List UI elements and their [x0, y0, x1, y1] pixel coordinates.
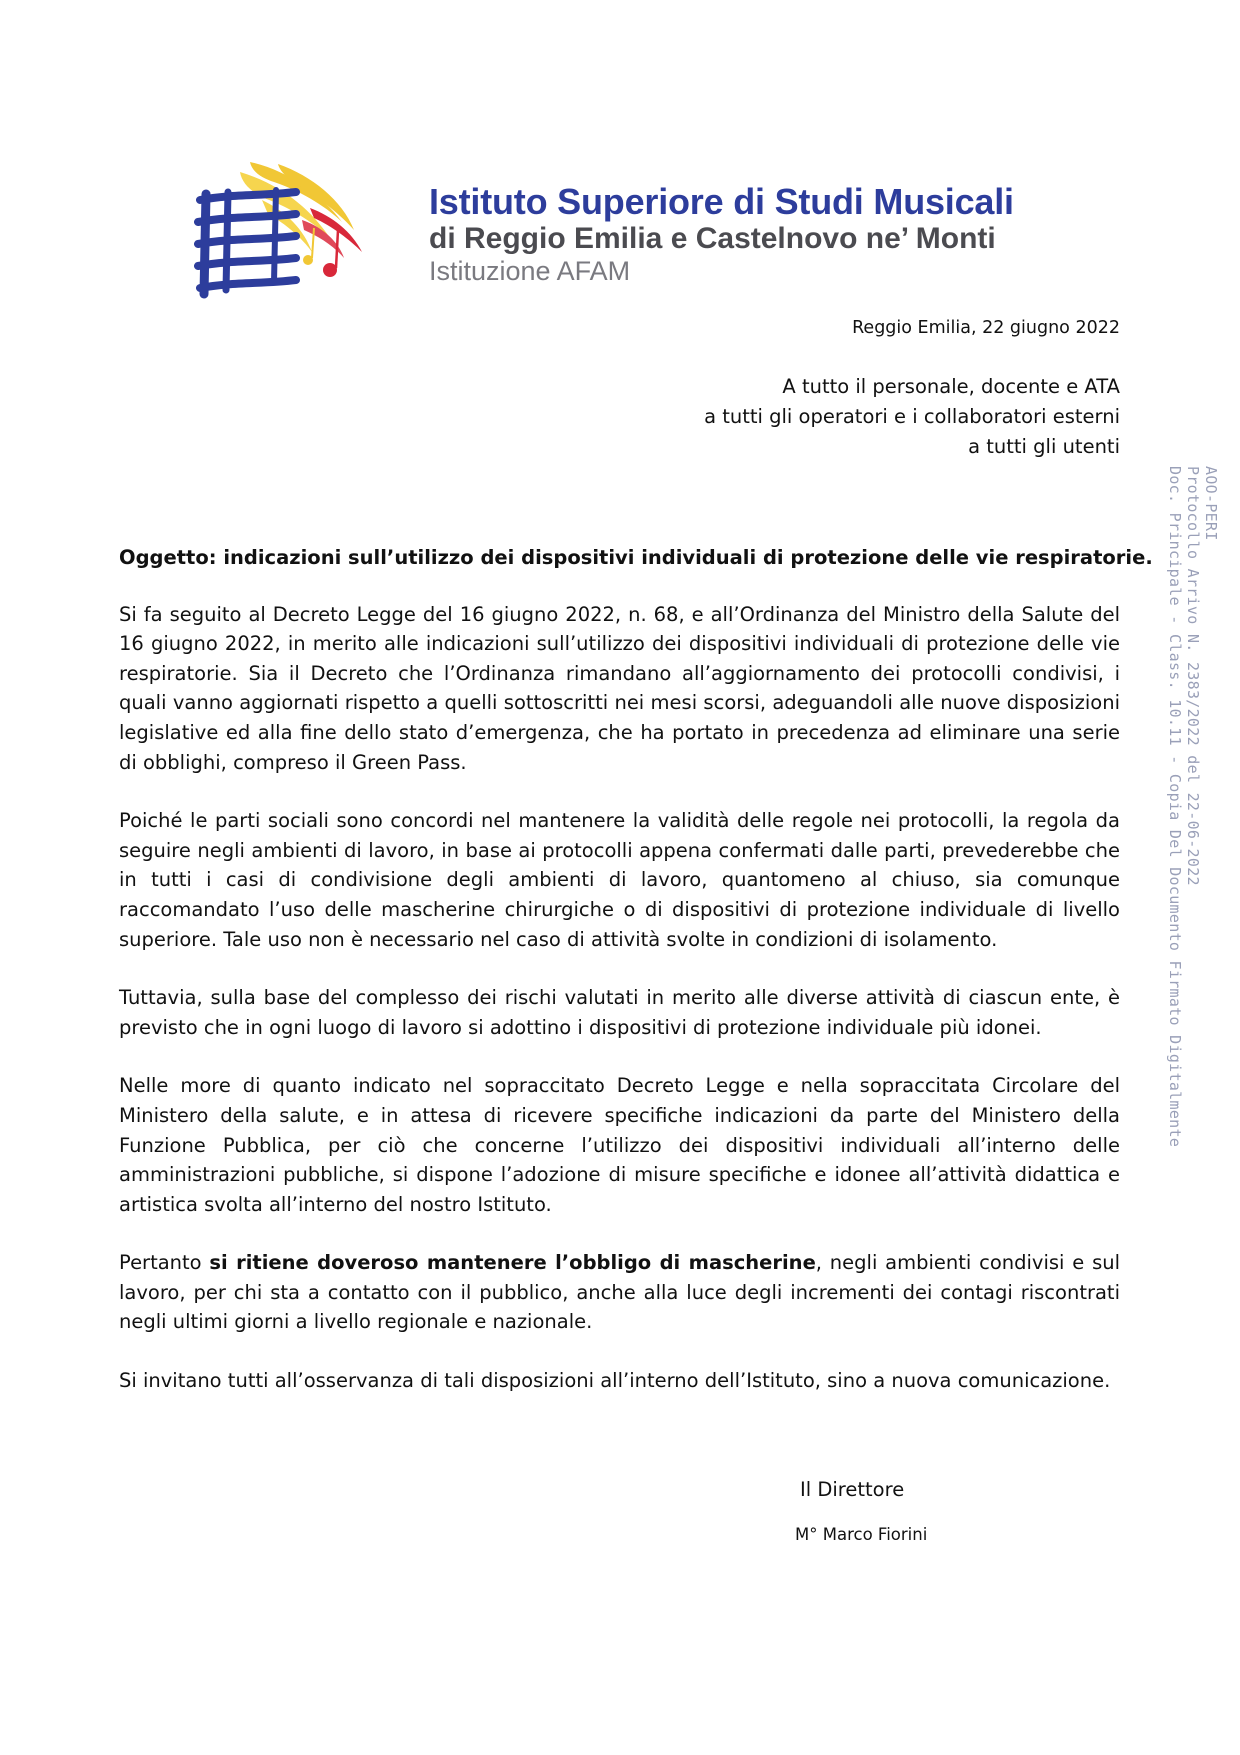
emphasis-after: , negli ambienti condivisi e sul lavoro, per chi sta a contatto con il pubblico, anche alla luce degli incrementi dei contagi riscontrati negli ultimi giorni a livello regionale e nazionale.	[119, 1251, 1120, 1334]
institution-location: di Reggio Emilia e Castelnovo ne’ Monti	[429, 222, 996, 255]
letter-body	[119, 543, 1153, 1425]
institution-type: Istituzione AFAM	[429, 256, 631, 286]
stamp-line: Doc. Principale - Class. 10.11 - Copia Del Documento Firmato Digitalmente	[1166, 466, 1184, 1148]
emphasis-bold: si ritiene doveroso mantenere l’obbligo di mascherine	[209, 1251, 816, 1275]
body-paragraph: Si fa seguito al Decreto Legge del 16 giugno 2022, n. 68, e all’Ordinanza del Ministro della Salute del 16 giugno 2022, in merito alle indicazioni sull’utilizzo dei dispositivi individuali di protezione delle vie respiratorie. Sia il Decreto che l’Ordinanza rimandano all’aggiornamento dei protocolli condivisi, i quali vanno aggiornati rispetto a quelli sottoscritti nei mesi scorsi, adeguandoli alle nuove disposizioni legislative ed alla fine dello stato d’emergenza, che ha portato in precedenza ad eliminare una serie di obblighi, compreso il Green Pass.	[119, 602, 1120, 774]
body-paragraph: Nelle more di quanto indicato nel sopraccitato Decreto Legge e nella sopraccitata Circolare del Ministero della salute, e in attesa di ricevere specifiche indicazioni da parte del Ministero della Funzione Pubblica, per ciò che concerne l’utilizzo dei dispositivi individuali all’interno delle amministrazioni pubbliche, si dispone l’adozione di misure specifiche e idonee all’attività didattica e artistica svolta all’interno del nostro Istituto.	[119, 1074, 1120, 1216]
recipient-line: a tutti gli utenti	[968, 435, 1120, 458]
institution-logo	[178, 160, 1058, 305]
recipient-line: a tutti gli operatori e i collaboratori esterni	[704, 405, 1120, 428]
stamp-line: Protocollo Arrivo N. 2383/2022 del 22-06-2022	[1184, 466, 1202, 886]
closing-paragraph: Si invitano tutti all’osservanza di tali disposizioni all’interno dell’Istituto, sino a nuova comunicazione.	[119, 1369, 1111, 1393]
body-paragraph: Poiché le parti sociali sono concordi nel mantenere la validità delle regole nei protocolli, la regola da seguire negli ambienti di lavoro, in base ai protocolli appena confermati dalle parti, prevederebbe che in tutti i casi di condivisione degli ambienti di lavoro, quantomeno al chiuso, sia comunque raccomandato l’uso delle mascherine chirurgiche o di dispositivi di protezione individuale di livello superiore. Tale uso non è necessario nel caso di attività svolte in condizioni di isolamento.	[119, 809, 1120, 951]
emphasis-before: Pertanto	[119, 1251, 210, 1275]
recipients-block	[704, 372, 1120, 462]
signature-title: Il Direttore	[800, 1478, 905, 1501]
stamp-line: AOO-PERI	[1202, 466, 1220, 541]
protocol-stamp	[1166, 466, 1220, 1296]
music-staff-logo-icon	[192, 160, 417, 305]
institution-name: Istituto Superiore di Studi Musicali	[429, 181, 1014, 222]
body-paragraph-emphasis	[119, 1248, 1120, 1337]
signer-name: M° Marco Fiorini	[795, 1525, 928, 1544]
protocol-stamp-text	[1166, 466, 1220, 1296]
letter-date: Reggio Emilia, 22 giugno 2022	[852, 318, 1120, 338]
logo-text-block	[429, 182, 1014, 287]
body-paragraph: Tuttavia, sulla base del complesso dei rischi valutati in merito alle diverse attività di ciascun ente, è previsto che in ogni luogo di lavoro si adottino i dispositivi di protezione individuale più idonei.	[119, 986, 1120, 1039]
letter-subject: Oggetto: indicazioni sull’utilizzo dei dispositivi individuali di protezione delle vie respiratorie.	[119, 546, 1153, 569]
recipient-line: A tutto il personale, docente e ATA	[782, 375, 1120, 398]
